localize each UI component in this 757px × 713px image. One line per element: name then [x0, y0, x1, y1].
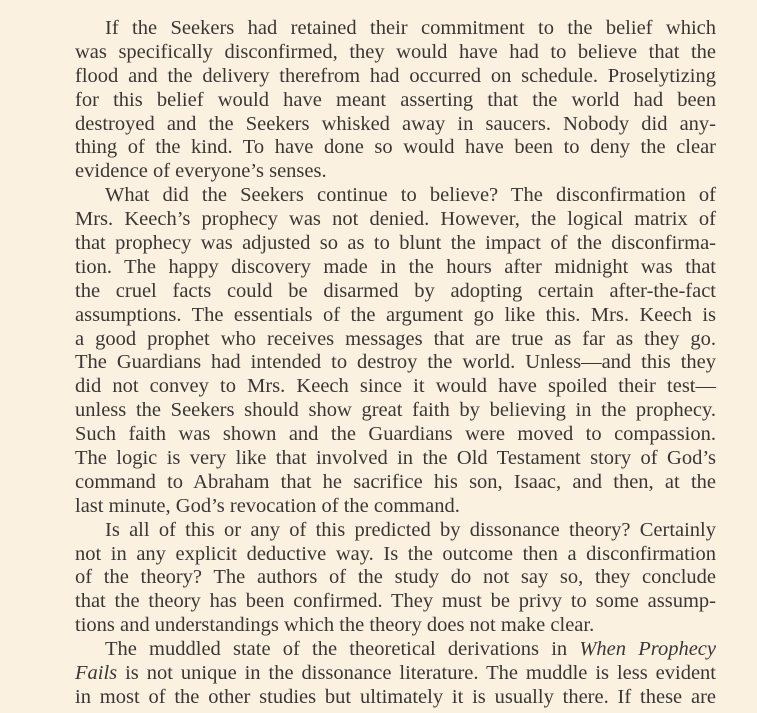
text-line: tions and understandings which the theory does not make clear.: [75, 614, 595, 637]
text-line: a good prophet who receives messages that are true as far as they go.: [75, 327, 716, 350]
paragraph-dissonance-theory: [75, 519, 716, 638]
text-line: destroyed and the Seekers whisked away in saucers. Nobody did any-: [75, 112, 716, 135]
text-line: command to Abraham that he sacrifice his son, Isaac, and then, at the: [75, 470, 716, 493]
text-line: Is all of this or any of this predicted by dissonance theory? Certainly: [105, 518, 716, 541]
text-line: did not convey to Mrs. Keech since it would have spoiled their test—: [75, 375, 716, 398]
text-line: not in any explicit deductive way. Is the outcome then a disconfirmation: [75, 542, 716, 565]
text-line: was specifically disconfirmed, they would have had to believe that the: [75, 40, 716, 63]
text-line: that the theory has been confirmed. They must be privy to some assump-: [75, 590, 716, 613]
text-line: If the Seekers had retained their commitment to the belief which: [105, 17, 716, 39]
text-line: What did the Seekers continue to believe? The disconfirmation of: [105, 184, 716, 207]
text-line: in most of the other studies but ultimately it is usually there. If these are: [75, 685, 716, 708]
text-run: is not unique in the dissonance literature. The muddle is less evident: [125, 662, 716, 685]
paragraph-muddled-state: [75, 638, 716, 710]
text-line: flood and the delivery therefrom had occurred on schedule. Proselytizing: [75, 64, 716, 87]
text-line: last minute, God’s revocation of the command.: [75, 494, 460, 517]
text-line: assumptions. The essentials of the argument go like this. Mrs. Keech is: [75, 303, 716, 326]
text-line: Mrs. Keech’s prophecy was not denied. However, the logical matrix of: [75, 208, 716, 231]
paragraph-seekers-commitment: [75, 17, 716, 184]
text-line: of the theory? The authors of the study do not say so, they conclude: [75, 566, 716, 589]
text-line: tion. The happy discovery made in the hours after midnight was that: [75, 255, 716, 278]
text-line: that prophecy was adjusted so as to blunt the impact of the disconfirma-: [75, 232, 716, 255]
text-line: The Guardians had intended to destroy the world. Unless—and this they: [75, 351, 716, 374]
text-run: The muddled state of the theoretical derivations in: [105, 638, 568, 661]
book-page: [75, 17, 716, 710]
book-title-italic: Fails: [75, 662, 118, 685]
paragraph-continued-belief: [75, 184, 716, 518]
text-line: thing of the kind. To have done so would have been to deny the clear: [75, 136, 716, 159]
text-line: The logic is very like that involved in the Old Testament story of God’s: [75, 447, 716, 470]
book-title-italic: When Prophecy: [579, 638, 716, 661]
text-line: for this belief would have meant asserting that the world had been: [75, 88, 716, 111]
text-line: unless the Seekers should show great faith by believing in the prophecy.: [75, 399, 716, 422]
text-line: [75, 638, 716, 662]
text-line: [75, 662, 716, 686]
text-line: Such faith was shown and the Guardians were moved to compassion.: [75, 423, 716, 446]
text-line: the cruel facts could be disarmed by adopting certain after-the-fact: [75, 279, 716, 302]
text-line: evidence of everyone’s senses.: [75, 160, 327, 183]
